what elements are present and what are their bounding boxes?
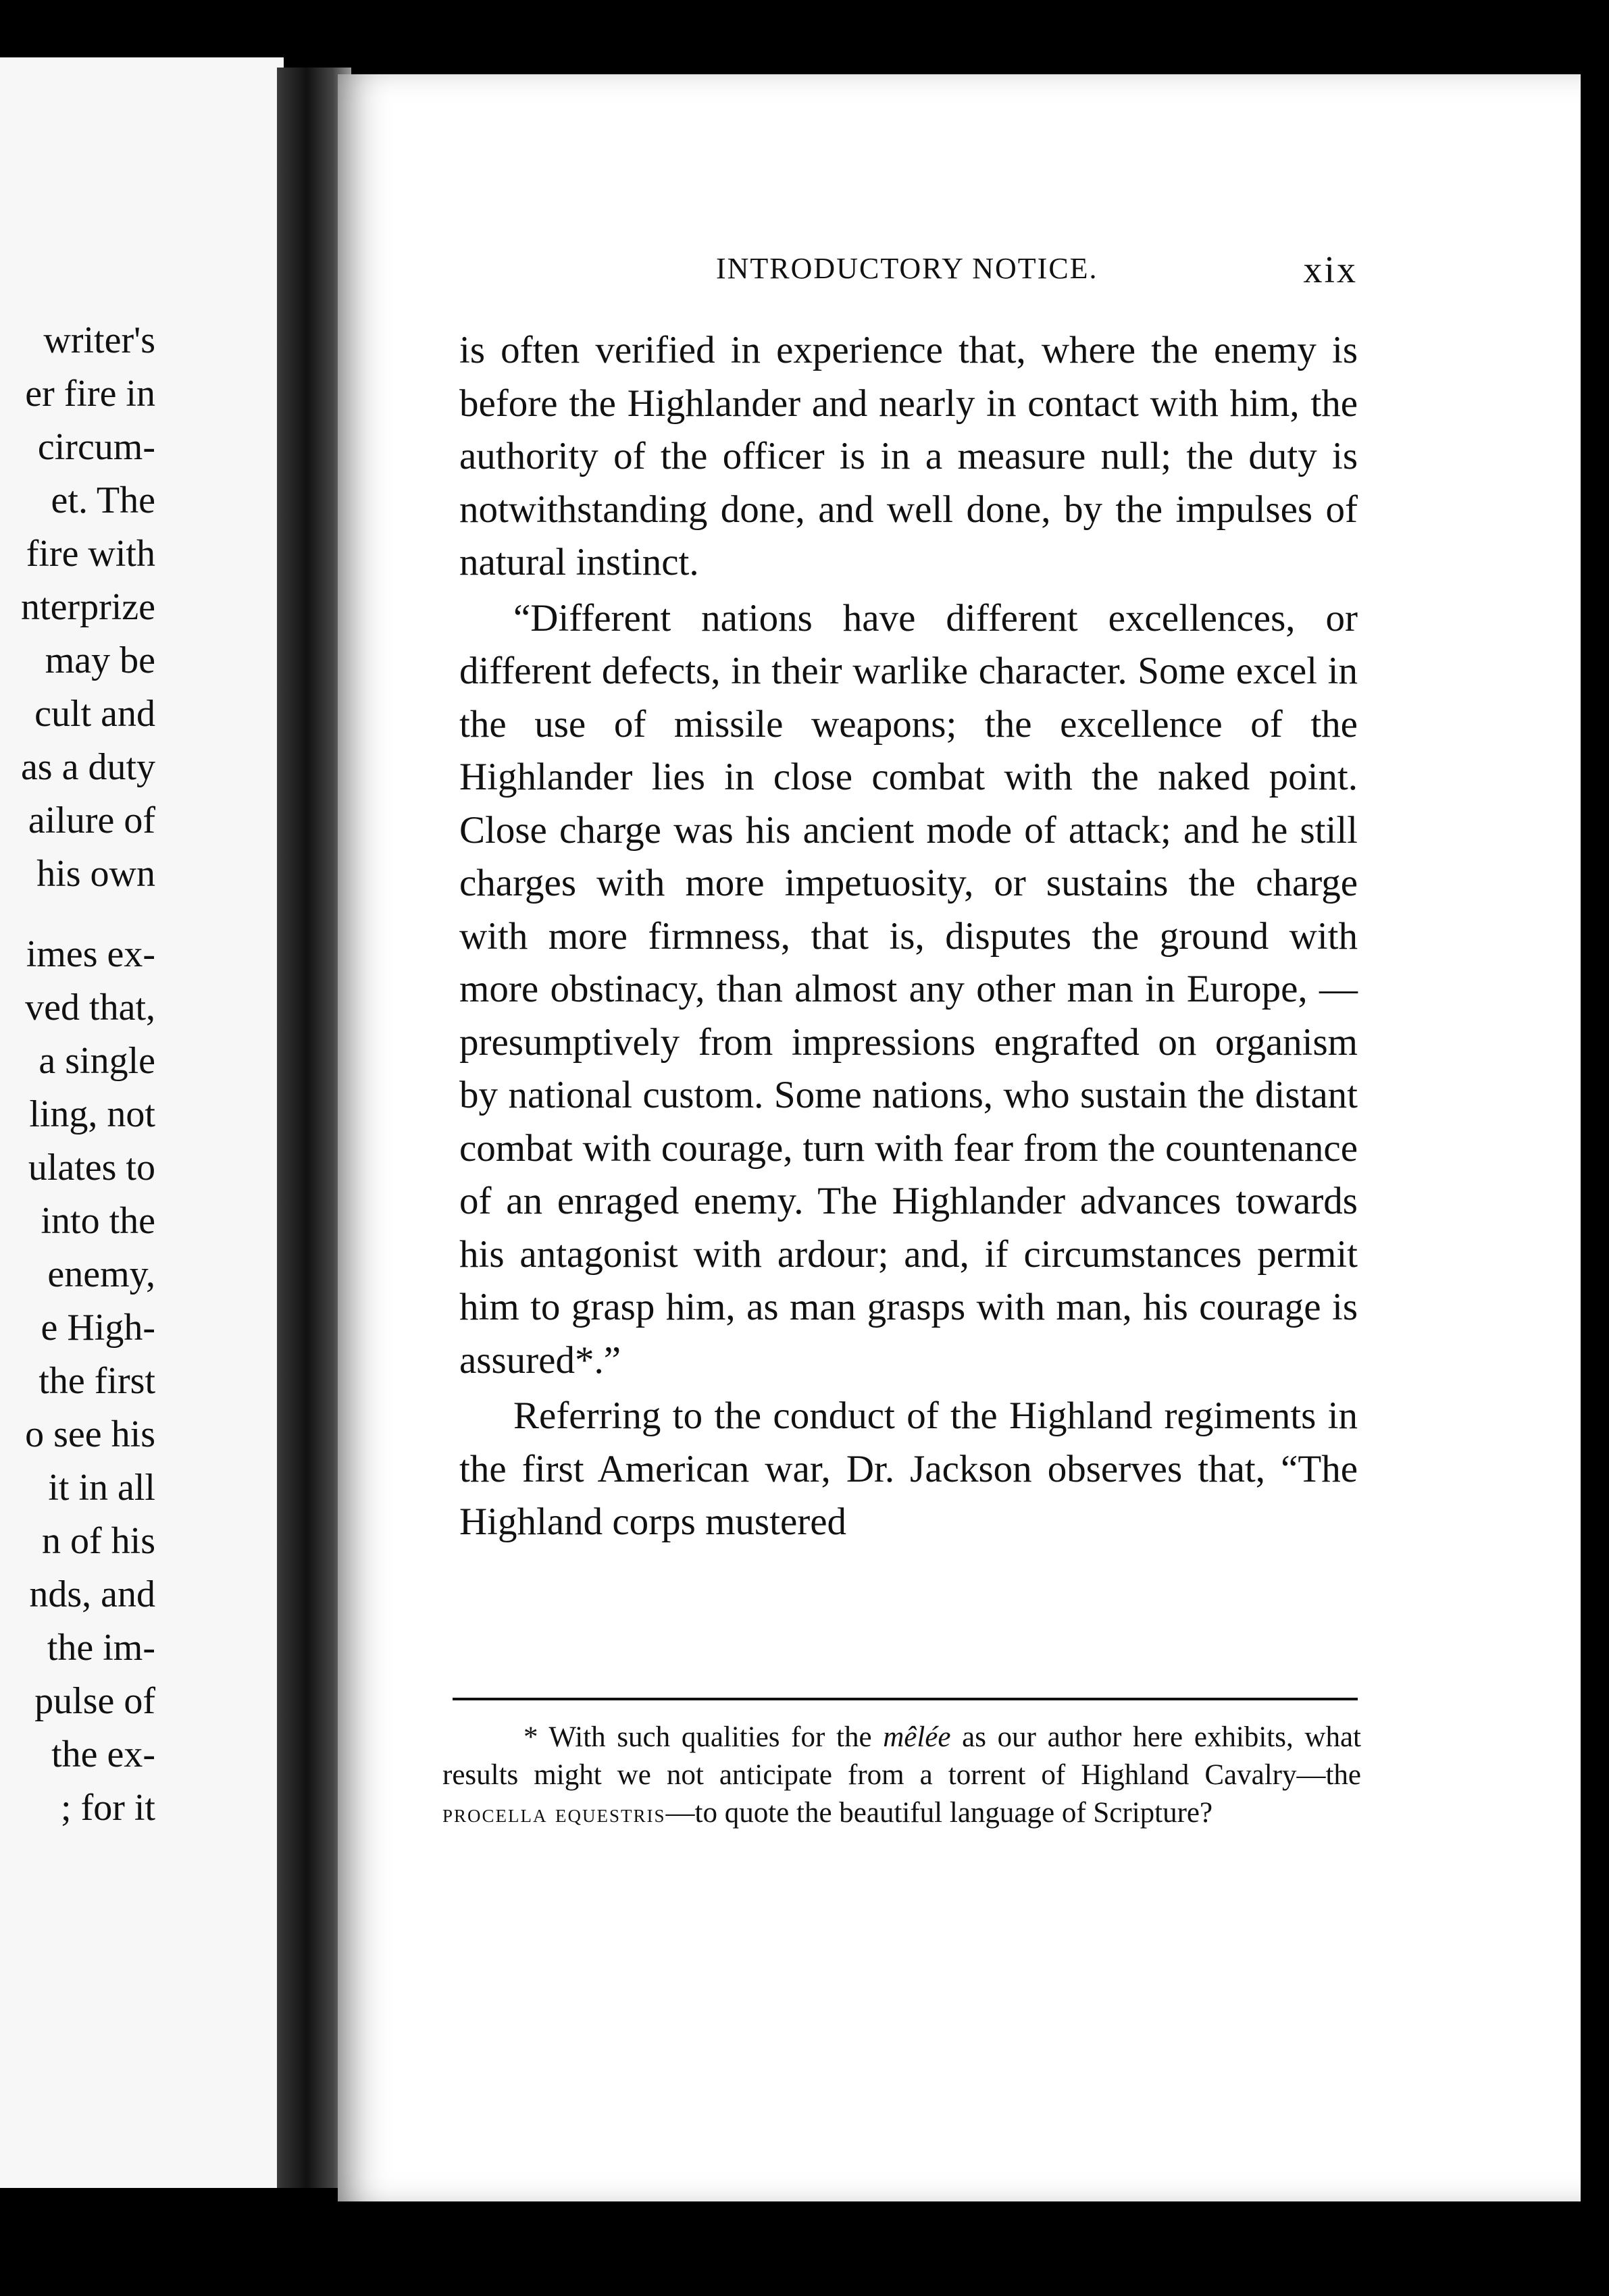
previous-page-line: cult and xyxy=(34,693,155,735)
previous-page-line: er fire in xyxy=(25,373,155,415)
footnote-italic: mêlée xyxy=(883,1721,951,1753)
previous-page-line: may be xyxy=(45,640,155,681)
previous-page-fragment xyxy=(0,57,284,2188)
footnote-small-caps: procella equestris xyxy=(442,1800,666,1828)
previous-page-line: ailure of xyxy=(28,800,155,841)
footnote xyxy=(442,1719,1361,1833)
previous-page-line: a single xyxy=(39,1040,155,1082)
page-header xyxy=(716,251,1364,292)
previous-page-line: as a duty xyxy=(20,746,155,788)
footnote-text: —to quote the beautiful language of Scripture? xyxy=(665,1797,1213,1829)
previous-page-line: writer's xyxy=(43,319,155,361)
previous-page-line: the ex- xyxy=(51,1733,155,1775)
paragraph: “Different nations have different excellences, or different defects, in their warlike character. Some excel in the use of missile weapons; the excellence of the Highlander lies in close combat with the naked point. Close charge was his ancient mode of attack; and he still charges with more impetuosity, or sustains the charge with more firmness, that is, disputes the ground with more obstinacy, than almost any other man in Europe, — presumptively from impressions engrafted on organism by national custom. Some nations, who sustain the distant combat with courage, turn with fear from the countenance of an enraged enemy. The Highlander advances towards his antagonist with ardour; and, if circumstances permit him to grasp him, as man grasps with man, his courage is assured*.” xyxy=(459,596,1358,1382)
previous-page-line: e High- xyxy=(41,1307,155,1349)
running-head: INTRODUCTORY NOTICE. xyxy=(716,252,1098,285)
previous-page-line: the first xyxy=(39,1360,155,1402)
previous-page-line: circum- xyxy=(37,426,155,468)
previous-page-line: et. The xyxy=(51,479,155,521)
page-number: xix xyxy=(1303,249,1358,291)
footnote-text: * With such qualities for the xyxy=(523,1721,884,1753)
previous-page-line: ; for it xyxy=(61,1787,155,1829)
previous-page-line: pulse of xyxy=(34,1680,155,1722)
previous-page-line: imes ex- xyxy=(26,933,155,975)
previous-page-line: ved that, xyxy=(25,987,155,1028)
previous-page-line: it in all xyxy=(48,1467,155,1509)
paragraph: Referring to the conduct of the Highland regiments in the first American war, Dr. Jackson observes that, “The Highland corps mustered xyxy=(459,1394,1358,1543)
previous-page-line: fire with xyxy=(26,533,155,575)
body-text xyxy=(459,324,1358,1549)
previous-page-line: into the xyxy=(41,1200,155,1242)
paragraph: is often verified in experience that, where the enemy is before the Highlander and nearly in contact with him, the authority of the officer is in a measure null; the duty is notwithstanding done, and well done, by the impulses of natural instinct. xyxy=(459,329,1358,583)
previous-page-lines xyxy=(0,314,284,1835)
footnote-text: as our author here exhibits, what results might we not anticipate from a torrent of Highland Cavalry—the xyxy=(442,1721,1361,1791)
previous-page-line: the im- xyxy=(47,1627,155,1669)
footnote-rule xyxy=(453,1698,1358,1700)
previous-page-line: o see his xyxy=(25,1413,155,1455)
previous-page-line: n of his xyxy=(42,1520,155,1562)
previous-page-line: ulates to xyxy=(28,1147,155,1189)
previous-page-line: ling, not xyxy=(29,1093,155,1135)
previous-page-line: nds, and xyxy=(29,1573,155,1615)
previous-page-line xyxy=(0,901,284,928)
previous-page-line: nterprize xyxy=(21,586,155,628)
previous-page-line: his own xyxy=(36,853,155,895)
previous-page-line: enemy, xyxy=(47,1253,155,1295)
